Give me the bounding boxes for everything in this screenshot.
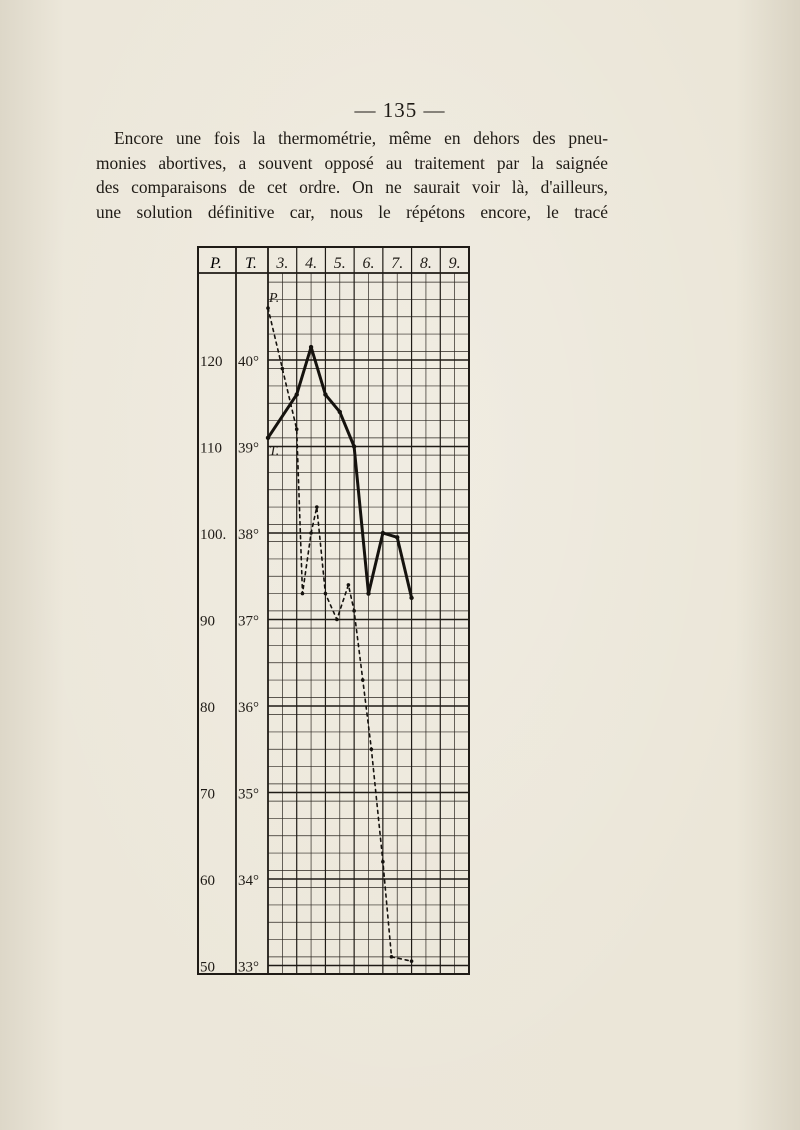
temperature-point — [352, 444, 356, 448]
series-label-t: T. — [269, 443, 280, 459]
temp-label: 39° — [238, 440, 259, 457]
chart-header — [209, 255, 257, 272]
day-label: 7. — [391, 255, 404, 272]
header-t: T. — [245, 255, 257, 272]
series-label-p: P. — [269, 291, 280, 307]
chart-grid — [268, 273, 469, 974]
day-labels — [275, 255, 460, 272]
temp-label: 33° — [238, 959, 259, 976]
temp-label: 40° — [238, 354, 259, 370]
paragraph-line: Encore une fois la thermométrie, même en dehors des pneu- — [114, 128, 608, 148]
pulse-point — [266, 306, 270, 310]
pulse-label: 100. — [200, 527, 227, 543]
temperature-point — [266, 436, 270, 440]
temperature-point — [409, 596, 413, 600]
pulse-point — [295, 427, 299, 431]
pulse-point — [361, 678, 365, 682]
pulse-label: 50 — [200, 959, 215, 976]
temp-label: 35° — [238, 786, 259, 803]
pulse-label: 110 — [200, 440, 222, 457]
paragraph-line: une solution définitive car, nous le répétons encore, le tracé — [96, 201, 608, 222]
temperature-point — [366, 591, 370, 595]
temperature-point — [323, 392, 327, 396]
day-label: 5. — [333, 255, 346, 272]
temp-axis-labels — [238, 354, 259, 976]
temperature-point — [338, 410, 342, 414]
day-label: 8. — [419, 255, 432, 272]
paragraph-line: des comparaisons de cet ordre. On ne saurait voir là, d'ailleurs, — [96, 177, 608, 198]
pulse-axis-labels — [200, 354, 226, 976]
day-label: 9. — [448, 255, 461, 272]
pulse-point — [335, 618, 339, 622]
temperature-point — [381, 531, 385, 535]
temp-label: 36° — [238, 700, 259, 716]
pulse-point — [315, 505, 319, 509]
pulse-label: 70 — [200, 786, 215, 803]
day-label: 4. — [305, 255, 318, 272]
pulse-label: 90 — [200, 613, 215, 630]
pulse-label: 60 — [200, 873, 215, 889]
pulse-point — [352, 609, 356, 613]
paragraph-line: monies abortives, a souvent opposé au traitement par la saignée — [96, 152, 608, 173]
pulse-point — [309, 531, 313, 535]
temperature-point — [395, 535, 399, 539]
pulse-point — [324, 592, 328, 596]
pulse-point — [370, 747, 374, 751]
page-number: — 135 — — [354, 98, 446, 122]
temperature-point — [295, 392, 299, 396]
temperature-point — [309, 345, 313, 349]
day-label: 3. — [276, 255, 289, 272]
temp-label: 38° — [238, 527, 259, 543]
pulse-label: 120 — [200, 354, 223, 370]
temp-label: 37° — [238, 613, 259, 630]
pulse-point — [410, 959, 414, 963]
day-label: 6. — [362, 255, 375, 272]
pulse-point — [390, 955, 394, 959]
pulse-point — [301, 592, 305, 596]
header-p: P. — [210, 255, 222, 272]
pulse-point — [381, 860, 385, 864]
pulse-point — [281, 367, 285, 371]
pulse-label: 80 — [200, 700, 215, 716]
temp-label: 34° — [238, 873, 259, 889]
pulse-point — [347, 583, 351, 587]
